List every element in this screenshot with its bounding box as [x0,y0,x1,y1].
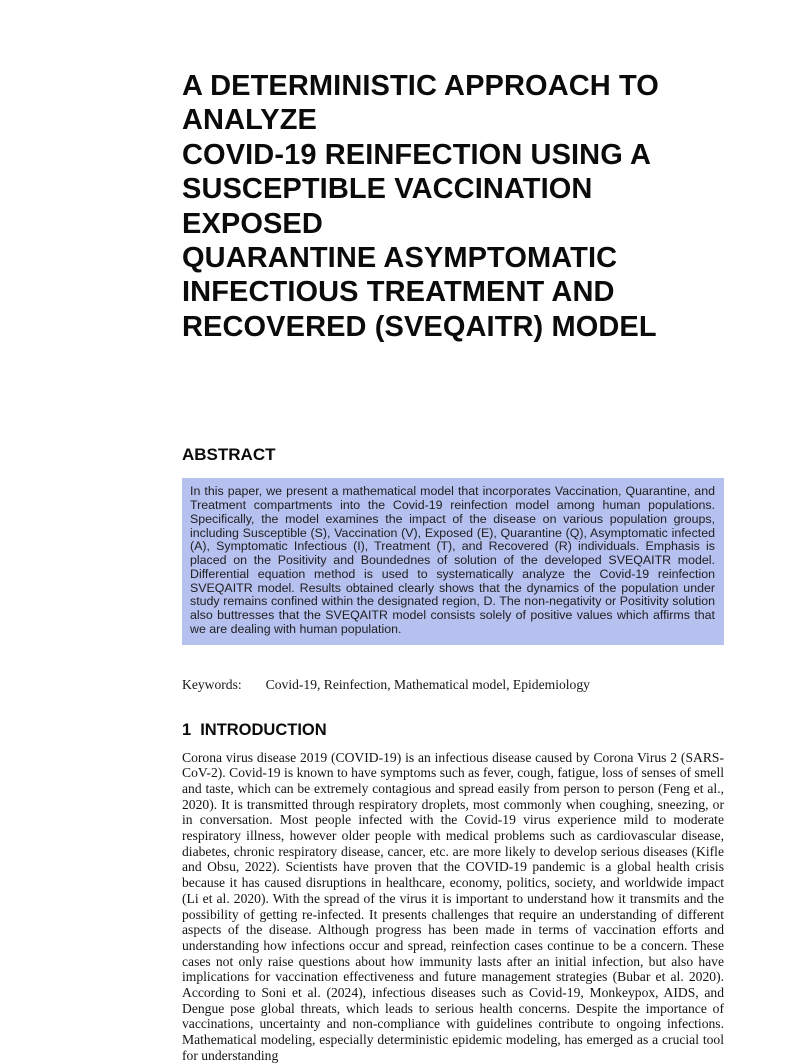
keywords-line [182,677,724,693]
introduction-heading [182,721,724,740]
paper-title-line: QUARANTINE ASYMPTOMATIC [182,242,618,275]
paper-title-line: RECOVERED (SVEQAITR) MODEL [182,310,657,343]
paper-title-line: SUSCEPTIBLE VACCINATION EXPOSED [182,173,593,240]
keywords-value: Covid-19, Reinfection, Mathematical model, Epidemiology [265,676,590,692]
abstract-heading: ABSTRACT [182,445,276,465]
paper-title [182,69,724,344]
introduction-body: Corona virus disease 2019 (COVID-19) is an infectious disease caused by Corona Virus 2 (SARS-CoV-2). Covid-19 is known to have symptoms such as fever, cough, fatigue, loss of senses of smell and taste, which can be extremely contagious and spread easily from person to person (Feng et al., 2020). It is transmitted through respiratory droplets, most commonly when coughing, sneezing, or in conversation. Most people infected with the Covid-19 virus experience mild to moderate respiratory illness, however older people with medical problems such as cardiovascular disease, diabetes, chronic respiratory disease, cancer, etc. are more likely to develop serious diseases (Kifle and Obsu, 2022). Scientists have proven that the COVID-19 pandemic is a global health crisis because it has caused disruptions in healthcare, economy, politics, society, and worldwide impact (Li et al. 2020). With the spread of the virus it is important to understand how it transmits and the possibility of getting re-infected. It presents challenges that require an understanding of different aspects of the disease. Although progress has been made in terms of vaccination efforts and understanding how infections occur and spread, reinfection cases continue to be a concern. These cases not only raise questions about how immunity lasts after an initial infection, but also have implications for vaccination effectiveness and future management strategies (Bubar et al. 2020). According to Soni et al. (2024), infectious diseases such as Covid-19, Monkeypox, AIDS, and Dengue pose global threats, which leads to serious health concerns. Despite the importance of vaccinations, uncertainty and non-compliance with guidelines contribute to ongoing infections. Mathematical modeling, especially deterministic epidemic modeling, has emerged as a crucial tool for understanding [182,749,724,1063]
introduction-section-number: 1 [182,720,192,739]
paper-page [182,0,724,1064]
abstract-text: In this paper, we present a mathematical model that incorporates Vaccination, Quarantine, and Treatment compartments into the Covid-19 reinfection model among human populations. Specifically, the model examines the impact of the disease on various population groups, including Susceptible (S), Vaccination (V), Exposed (E), Quarantine (Q), Asymptomatic infected (A), Symptomatic Infectious (I), Treatment (T), and Recovered (R) individuals. Emphasis is placed on the Positivity and Boundednes of solution of the developed SVEQAITR model. Differential equation method is used to systematically analyze the Covid-19 reinfection SVEQAITR model. Results obtained clearly shows that the dynamics of the population under study remains confined within the designated region, D. The non-negativity or Positivity solution also buttresses that the SVEQAITR model consists solely of positive values which affirms that we are dealing with human population. [190,484,715,636]
abstract-highlight [182,478,724,644]
keywords-label: Keywords: [182,676,242,692]
paper-title-line: COVID-19 REINFECTION USING A [182,138,651,171]
paper-title-line: A DETERMINISTIC APPROACH TO ANALYZE [182,70,659,137]
introduction-heading-label: INTRODUCTION [200,720,327,739]
paper-title-line: INFECTIOUS TREATMENT AND [182,276,615,309]
